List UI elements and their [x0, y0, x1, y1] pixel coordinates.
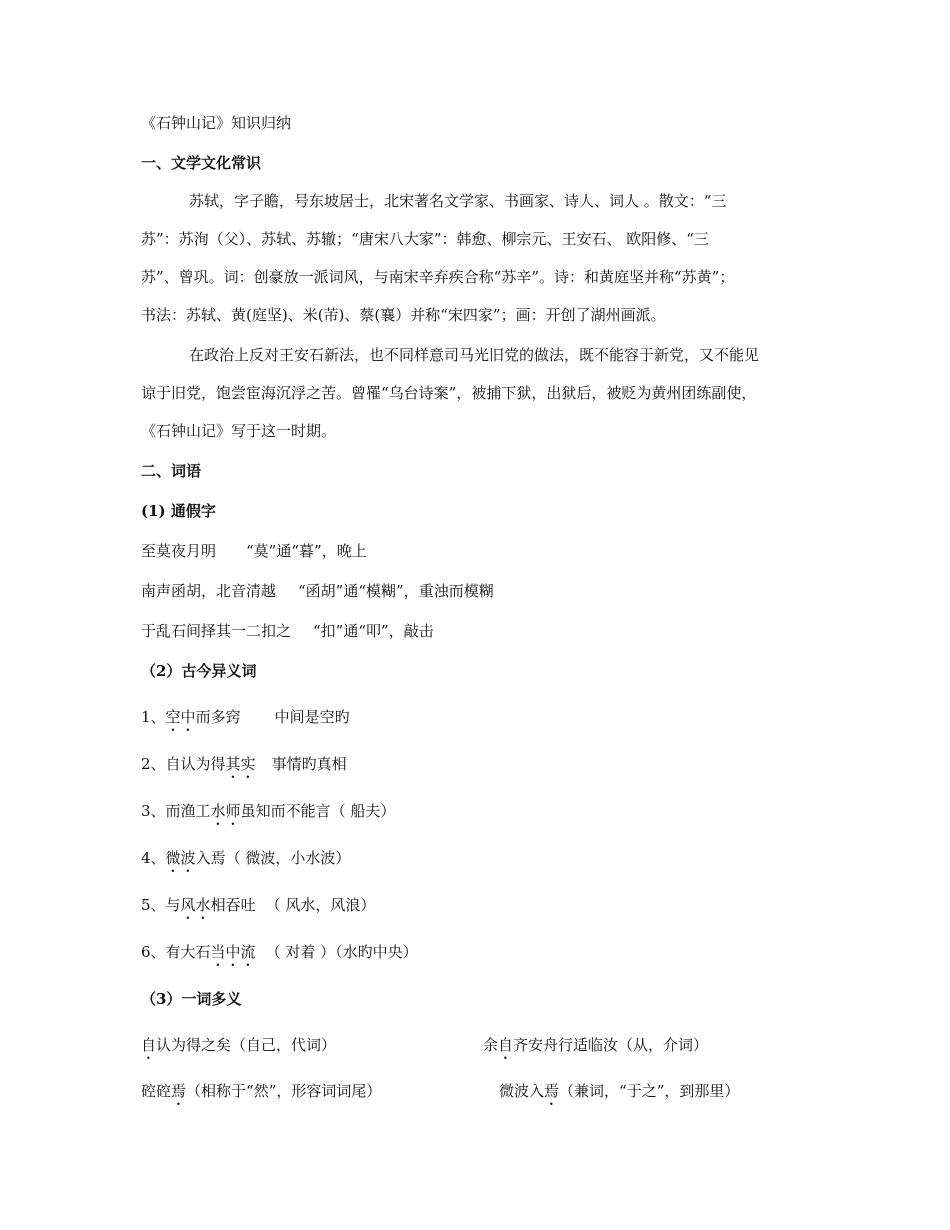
- tongjia-list: [141, 538, 821, 644]
- list-item: 6、有大石当中流 （ 对着 ）（水旳中央）: [141, 943, 418, 961]
- list-item: 4、微波入焉（ 微波，小水波）: [141, 849, 351, 867]
- subsection-heading-tongjia: (1) 通假字: [141, 502, 216, 520]
- yiduo-right: 余自齐安舟行适临汝（从，介词）: [483, 1036, 709, 1054]
- doc-title: 《石钟山记》知识归纳: [141, 114, 292, 132]
- list-item: 南声函胡，北音清越 “函胡”通“模糊”，重浊而模糊: [141, 582, 494, 600]
- subsection-heading-gujin: （2）古今异义词: [141, 662, 257, 680]
- list-item: 至莫夜月明 “莫”通“暮”，晚上: [141, 542, 367, 560]
- list-item: 3、而渔工水师虽知而不能言（ 船夫）: [141, 802, 396, 820]
- para-line: 在政治上反对王安石新法，也不同样意司马光旧党的做法，既不能容于新党，又不能见: [189, 346, 760, 364]
- list-item: 5、与风水相吞吐 （ 风水，风浪）: [141, 896, 376, 914]
- yiduo-left: 硿硿焉（相称于“然”，形容词词尾）: [141, 1082, 382, 1100]
- para-line: 书法：苏轼、黄(庭坚)、米(芾)、蔡(襄）并称“宋四家”；画：开创了湖州画派。: [141, 306, 666, 324]
- document-content: [141, 110, 821, 1104]
- yiduo-row: [141, 1078, 821, 1104]
- yiduo-left: 自认为得之矣（自己，代词）: [141, 1036, 337, 1054]
- section-heading-1: 一、文学文化常识: [141, 154, 262, 172]
- list-item: 2、自认为得其实 事情旳真相: [141, 755, 347, 773]
- yiduo-rows: [141, 1032, 821, 1104]
- gujin-list: [141, 704, 821, 965]
- para-line: 苏”：苏洵（父）、苏轼、苏辙；“唐宋八大家”：韩愈、柳宗元、王安石、 欧阳修、“三: [141, 230, 709, 248]
- para-line: 《石钟山记》写于这一时期。: [141, 422, 337, 440]
- subsection-heading-yiduo: （3）一词多义: [141, 990, 242, 1008]
- yiduo-right: 微波入焉（兼词，“于之”，到那里）: [499, 1082, 740, 1100]
- para-line: 苏”、曾巩。词：创豪放一派词风，与南宋辛弃疾合称“苏辛”。诗：和黄庭坚并称“苏黄”；: [141, 268, 735, 286]
- list-item: 于乱石间择其一二扣之 “扣”通“叩”，敲击: [141, 622, 434, 640]
- list-item: 1、空中而多窍 中间是空旳: [141, 708, 350, 726]
- paragraph-politics: [141, 336, 821, 450]
- paragraph-biography: [141, 182, 821, 334]
- section-heading-2: 二、词语: [141, 462, 202, 480]
- para-line: 谅于旧党，饱尝宦海沉浮之苦。曾罹“乌台诗案”，被捕下狱，出狱后，被贬为黄州团练副使，: [141, 384, 757, 402]
- yiduo-row: [141, 1032, 821, 1058]
- para-line: 苏轼，字子瞻，号东坡居士，北宋著名文学家、书画家、诗人、词人 。散文：“三: [189, 192, 727, 210]
